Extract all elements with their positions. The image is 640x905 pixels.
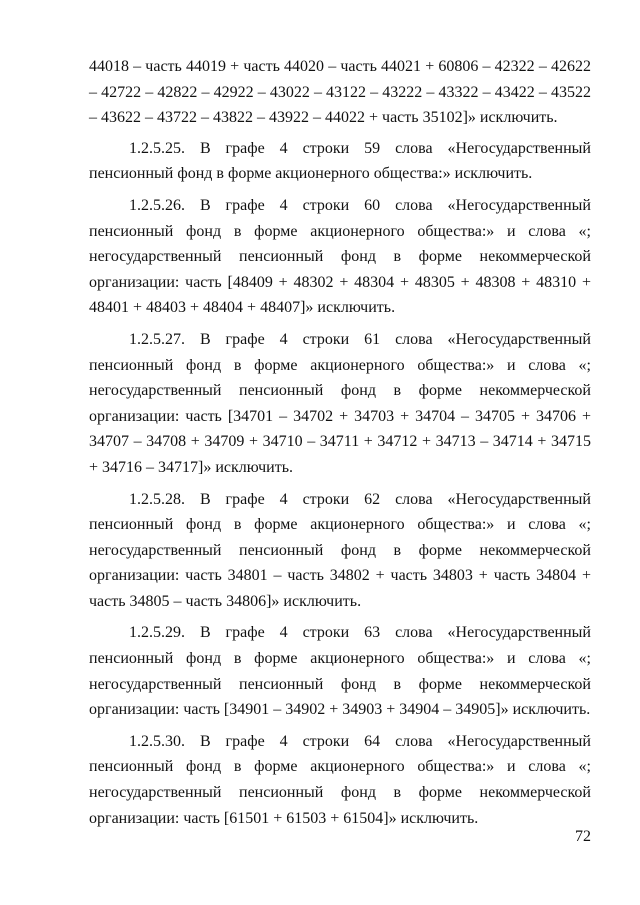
clause-1-2-5-25: 1.2.5.25. В графе 4 строки 59 слова «Негосударственный пенсионный фонд в форме акционерного общества:» исключить. [89, 139, 591, 183]
clause-1-2-5-29: 1.2.5.29. В графе 4 строки 63 слова «Негосударственный пенсионный фонд в форме акционерного общества:» и слова «; негосударственный пенсионный фонд в форме некоммерческой организации: часть [34901 – 34902 + 34903 + 34904 – 34905]» исключить. [89, 624, 591, 719]
clause-1-2-5-27: 1.2.5.27. В графе 4 строки 61 слова «Негосударственный пенсионный фонд в форме акционерного общества:» и слова «; негосударственный пенсионный фонд в форме некоммерческой организации: часть [34701 – 34702 + 34703 + 34704 – 34705 + 34706 + 34707 – 34708 + 34709 + 34710 – 34711 + 34712 + 34713 – 34714 + 34715 + 34716 – 34717]» исключить. [89, 330, 591, 476]
clause-1-2-5-26: 1.2.5.26. В графе 4 строки 60 слова «Негосударственный пенсионный фонд в форме акционерного общества:» и слова «; негосударственный пенсионный фонд в форме некоммерческой организации: часть [48409 + 48302 + 48304 + 48305 + 48308 + 48310 + 48401 + 48403 + 48404 + 48407]» исключить. [89, 196, 591, 317]
clause-1-2-5-28: 1.2.5.28. В графе 4 строки 62 слова «Негосударственный пенсионный фонд в форме акционерного общества:» и слова «; негосударственный пенсионный фонд в форме некоммерческой организации: часть 34801 – часть 34802 + часть 34803 + часть 34804 + часть 34805 – часть 34806]» исключить. [89, 490, 591, 610]
clause-1-2-5-30: 1.2.5.30. В графе 4 строки 64 слова «Негосударственный пенсионный фонд в форме акционерного общества:» и слова «; негосударственный пенсионный фонд в форме некоммерческой организации: часть [61501 + 61503 + 61504]» исключить. [89, 732, 591, 827]
continuation-paragraph: 44018 – часть 44019 + часть 44020 – часть 44021 + 60806 – 42322 – 42622 – 42722 – 42822 – 42922 – 43022 – 43122 – 43222 – 43322 – 43422 – 43522 – 43622 – 43722 – 43822 – 43922 – 44022 + часть 35102]» исключить. [89, 58, 591, 127]
page-number: 72 [575, 828, 591, 845]
document-body [89, 54, 591, 837]
